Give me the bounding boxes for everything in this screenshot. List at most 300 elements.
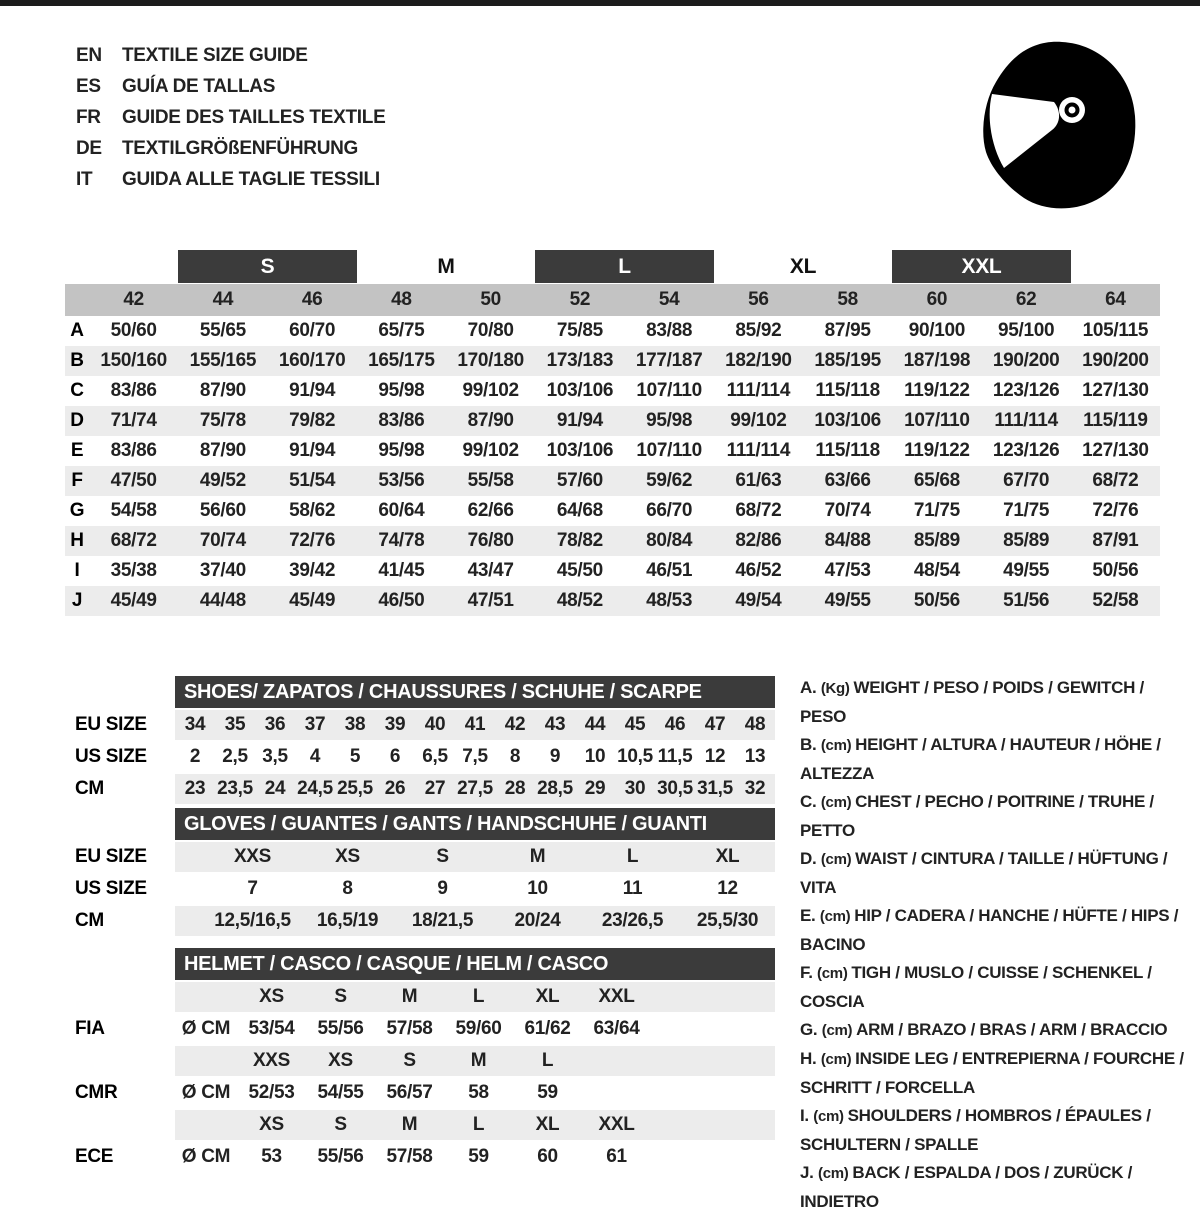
measure-value: 65/75: [378, 320, 425, 341]
row-letter: F: [71, 470, 83, 491]
cell-value: 2: [189, 746, 201, 767]
legend-item: [800, 1102, 1192, 1159]
measure-value: 95/98: [646, 410, 693, 431]
row-label: EU SIZE: [75, 714, 147, 735]
gloves-size-table: [75, 808, 775, 938]
cell-value: 12: [717, 878, 738, 899]
measure-value: 107/110: [636, 440, 702, 461]
cells-row: [175, 906, 775, 936]
measure-value: 63/66: [824, 470, 871, 491]
measure-value: 95/98: [378, 440, 425, 461]
cell-value: XXS: [233, 846, 272, 867]
helmet-size: XL: [535, 986, 560, 1007]
row-label: FIA: [75, 1018, 105, 1039]
measure-value: 79/82: [289, 410, 336, 431]
row-label-blank: [75, 1110, 175, 1140]
measure-value: 50/56: [913, 590, 960, 611]
measure-value: 51/54: [289, 470, 336, 491]
size-number: 54: [658, 289, 680, 310]
measure-row-a: [65, 316, 1160, 346]
measure-value: 68/72: [735, 500, 782, 521]
legend-unit: (cm): [821, 1022, 857, 1039]
measure-value: 127/130: [1082, 440, 1149, 461]
measure-value: 45/49: [110, 590, 157, 611]
legend-key: C.: [800, 792, 821, 811]
helmet-value: 55/56: [317, 1018, 364, 1039]
measure-value: 119/122: [904, 440, 970, 461]
size-group-xxl: XXL: [892, 250, 1071, 283]
cell-value: 6: [389, 746, 401, 767]
legend-key: J.: [800, 1163, 819, 1182]
measure-value: 177/187: [635, 350, 703, 371]
measure-value: 187/198: [903, 350, 971, 371]
measure-value: 72/76: [1092, 500, 1139, 521]
measure-value: 37/40: [199, 560, 246, 581]
table-title-bar: GLOVES / GUANTES / GANTS / HANDSCHUHE / GUANTI: [175, 808, 775, 840]
helmet-size: L: [472, 986, 485, 1007]
legend-key: H.: [800, 1049, 821, 1068]
measure-value: 87/91: [1092, 530, 1139, 551]
unit-label: Ø CM: [181, 1082, 231, 1103]
unit-cell-blank: [175, 982, 237, 1012]
legend-item: [800, 788, 1192, 845]
cell-value: 29: [584, 778, 606, 799]
cell-value: 28,5: [537, 778, 573, 799]
legend-item: [800, 674, 1192, 731]
measure-value: 185/195: [814, 350, 881, 371]
helmet-values-row-ece: [75, 1142, 775, 1172]
size-row-us-size: [75, 874, 775, 904]
helmet-size: M: [401, 986, 418, 1007]
helmet-value: 61/62: [524, 1018, 571, 1039]
language-row: [76, 40, 385, 71]
measure-value: 80/84: [646, 530, 693, 551]
measure-row-j: [65, 586, 1160, 616]
measure-value: 46/52: [735, 560, 782, 581]
helmet-value: 57/58: [386, 1146, 433, 1167]
measure-value: 115/118: [815, 380, 880, 401]
language-row: [76, 71, 385, 102]
measure-value: 64/68: [556, 500, 603, 521]
row-label: CM: [75, 910, 104, 931]
measure-value: 55/65: [199, 320, 246, 341]
cell-value: 3,5: [262, 746, 288, 767]
cell-value: 41: [464, 714, 486, 735]
helmet-size: XS: [328, 1050, 353, 1071]
measure-value: 99/102: [462, 440, 519, 461]
helmet-size: XXL: [598, 1114, 635, 1135]
measure-value: 61/63: [735, 470, 782, 491]
measure-value: 71/75: [1003, 500, 1050, 521]
cell-value: 30: [624, 778, 646, 799]
row-label: US SIZE: [75, 746, 147, 767]
size-number: 44: [212, 289, 234, 310]
table-title-bar: HELMET / CASCO / CASQUE / HELM / CASCO: [175, 948, 775, 980]
measure-value: 84/88: [824, 530, 871, 551]
language-code: IT: [76, 168, 93, 190]
measure-value: 91/94: [556, 410, 603, 431]
legend-unit: (cm): [817, 965, 852, 982]
measure-value: 53/56: [378, 470, 425, 491]
language-row: [76, 102, 385, 133]
size-row-cm: [75, 906, 775, 936]
cell-value: 48: [744, 714, 766, 735]
size-group-m: M: [437, 254, 455, 278]
cell-value: 13: [744, 746, 766, 767]
legend-text: HIP / CADERA / HANCHE / HÜFTE / HIPS / BACINO: [800, 906, 1179, 954]
cell-value: 43: [544, 714, 566, 735]
cell-value: 46: [664, 714, 686, 735]
measure-row-c: [65, 376, 1160, 406]
measure-value: 150/160: [100, 350, 167, 371]
helmet-size: M: [401, 1114, 418, 1135]
cell-value: 8: [509, 746, 521, 767]
cell-value: 34: [184, 714, 206, 735]
measure-value: 47/51: [467, 590, 514, 611]
measure-row-g: [65, 496, 1160, 526]
measure-value: 91/94: [289, 380, 336, 401]
helmet-size: XS: [259, 1114, 284, 1135]
legend-text: BACK / ESPALDA / DOS / ZURÜCK / INDIETRO: [800, 1163, 1133, 1211]
row-letter: I: [74, 560, 80, 581]
row-label-blank: [75, 676, 175, 708]
measure-value: 50/56: [1092, 560, 1139, 581]
language-row: [76, 164, 385, 195]
helmet-size: S: [334, 1114, 347, 1135]
measure-value: 49/52: [199, 470, 246, 491]
legend-text: WEIGHT / PESO / POIDS / GEWITCH / PESO: [800, 678, 1144, 726]
row-label: CM: [75, 778, 104, 799]
legend-unit: (cm): [820, 1051, 856, 1068]
measure-value: 155/165: [189, 350, 257, 371]
cell-value: 32: [744, 778, 766, 799]
guide-title: GUÍA DE TALLAS: [122, 75, 276, 97]
guide-title: GUIDE DES TAILLES TEXTILE: [122, 106, 386, 128]
measure-value: 56/60: [199, 500, 246, 521]
helmet-sizes-row-ece: [75, 1110, 775, 1140]
measure-value: 51/56: [1003, 590, 1050, 611]
measure-value: 39/42: [289, 560, 336, 581]
measure-value: 72/76: [289, 530, 336, 551]
measure-value: 182/190: [725, 350, 792, 371]
helmet-value: 61: [606, 1146, 627, 1167]
measure-row-e: [65, 436, 1160, 466]
helmet-value: 52/53: [248, 1082, 295, 1103]
guide-title: GUIDA ALLE TAGLIE TESSILI: [122, 168, 380, 190]
cells-row: [175, 1046, 775, 1076]
cell-value: 31,5: [697, 778, 733, 799]
measure-row-i: [65, 556, 1160, 586]
measure-value: 115/119: [1083, 410, 1148, 431]
helmet-value: 58: [468, 1082, 489, 1103]
helmet-size: XXL: [598, 986, 635, 1007]
helmet-value: 54/55: [317, 1082, 364, 1103]
cells-row: [175, 742, 775, 772]
measure-value: 46/50: [378, 590, 425, 611]
legend-key: A.: [800, 678, 821, 697]
measurement-legend: [800, 674, 1192, 1216]
legend-text: SHOULDERS / HOMBROS / ÉPAULES / SCHULTERN / SPALLE: [800, 1106, 1151, 1154]
language-code: FR: [76, 106, 101, 128]
measure-value: 60/64: [378, 500, 425, 521]
legend-item: [800, 1016, 1192, 1045]
size-row-eu-size: [75, 710, 775, 740]
legend-text: INSIDE LEG / ENTREPIERNA / FOURCHE / SCHRITT / FORCELLA: [800, 1049, 1184, 1097]
row-label: EU SIZE: [75, 846, 147, 867]
language-row: [76, 133, 385, 164]
legend-key: E.: [800, 906, 820, 925]
legend-item: [800, 1159, 1192, 1216]
measure-value: 48/54: [913, 560, 960, 581]
row-letter: B: [70, 350, 84, 371]
measure-value: 41/45: [378, 560, 425, 581]
measure-value: 115/118: [815, 440, 880, 461]
cell-value: 20/24: [514, 910, 561, 931]
measure-value: 46/51: [646, 560, 693, 581]
measure-value: 70/74: [824, 500, 871, 521]
legend-unit: (cm): [819, 908, 855, 925]
helmet-size: S: [334, 986, 347, 1007]
cells-row: [175, 710, 775, 740]
main-table-rows: [65, 316, 1160, 616]
cell-value: 8: [342, 878, 353, 899]
measure-value: 50/60: [110, 320, 157, 341]
cell-value: 26: [384, 778, 406, 799]
row-letter: G: [69, 500, 85, 521]
row-label-blank: [75, 1046, 175, 1076]
textile-size-table: [65, 250, 1160, 616]
cells-row: [175, 1078, 775, 1108]
table-title-row: [75, 676, 775, 708]
measure-value: 71/74: [110, 410, 157, 431]
cell-value: 10: [527, 878, 548, 899]
measure-value: 52/58: [1092, 590, 1139, 611]
measure-value: 160/170: [278, 350, 346, 371]
cell-value: 38: [344, 714, 366, 735]
measure-value: 75/78: [199, 410, 246, 431]
size-group-row: [65, 250, 1160, 283]
row-label-blank: [75, 982, 175, 1012]
helmet-value: 53: [261, 1146, 282, 1167]
measure-value: 60/70: [289, 320, 336, 341]
measure-value: 65/68: [913, 470, 960, 491]
cell-value: 30,5: [657, 778, 693, 799]
legend-key: F.: [800, 963, 818, 982]
helmet-size-table: [75, 948, 775, 1174]
cell-value: 28: [504, 778, 526, 799]
measure-value: 87/90: [467, 410, 514, 431]
cell-value: XS: [335, 846, 360, 867]
measure-value: 76/80: [467, 530, 514, 551]
size-number: 42: [123, 289, 144, 310]
cell-value: 44: [584, 714, 606, 735]
measure-value: 91/94: [289, 440, 336, 461]
helmet-size: XS: [259, 986, 284, 1007]
cell-value: 23: [184, 778, 206, 799]
size-row-us-size: [75, 742, 775, 772]
measure-value: 71/75: [913, 500, 960, 521]
size-number: 62: [1015, 289, 1037, 310]
unit-cell-blank: [175, 1110, 237, 1140]
measure-value: 47/53: [824, 560, 871, 581]
measure-value: 105/115: [1082, 320, 1149, 341]
measure-value: 87/90: [199, 380, 246, 401]
measure-value: 83/86: [110, 440, 157, 461]
cell-value: 45: [624, 714, 646, 735]
legend-text: ARM / BRAZO / BRAS / ARM / BRACCIO: [856, 1020, 1168, 1039]
legend-unit: (cm): [820, 794, 856, 811]
row-label-blank: [75, 808, 175, 840]
measure-value: 123/126: [992, 440, 1060, 461]
legend-item: [800, 845, 1192, 902]
cells-row: [175, 1110, 775, 1140]
table-title-row: [75, 948, 775, 980]
legend-text: HEIGHT / ALTURA / HAUTEUR / HÖHE / ALTEZZA: [800, 735, 1161, 783]
legend-key: I.: [800, 1106, 814, 1125]
measure-value: 74/78: [378, 530, 425, 551]
size-group-xl: XL: [789, 254, 817, 278]
measure-value: 107/110: [636, 380, 702, 401]
cell-value: 40: [424, 714, 446, 735]
cell-value: 16,5/19: [316, 910, 379, 931]
helmet-size: S: [403, 1050, 416, 1071]
measure-value: 55/58: [467, 470, 514, 491]
cells-row: [175, 1014, 775, 1044]
helmet-size: XXS: [252, 1050, 291, 1071]
helmet-value: 60: [537, 1146, 558, 1167]
measure-value: 107/110: [904, 410, 970, 431]
measure-value: 123/126: [992, 380, 1060, 401]
legend-key: D.: [800, 849, 821, 868]
cell-value: 7,5: [462, 746, 488, 767]
size-row-eu-size: [75, 842, 775, 872]
size-number: 48: [391, 289, 412, 310]
legend-item: [800, 902, 1192, 959]
measure-value: 45/49: [289, 590, 336, 611]
cell-value: 42: [504, 714, 526, 735]
cell-value: 12,5/16,5: [214, 910, 291, 931]
cell-value: 12: [704, 746, 726, 767]
measure-value: 66/70: [646, 500, 693, 521]
measure-value: 119/122: [904, 380, 970, 401]
row-letter: H: [70, 530, 84, 551]
corner-cell: [65, 284, 89, 316]
measure-value: 43/47: [467, 560, 514, 581]
helmet-value: 56/57: [386, 1082, 433, 1103]
measure-value: 35/38: [110, 560, 157, 581]
measure-value: 83/88: [646, 320, 693, 341]
measure-value: 90/100: [908, 320, 966, 341]
cell-value: S: [436, 846, 449, 867]
measure-value: 49/55: [1003, 560, 1050, 581]
measure-value: 70/74: [199, 530, 246, 551]
helmet-sizes-row-fia: [75, 982, 775, 1012]
cell-value: 25,5/30: [696, 910, 759, 931]
legend-item: [800, 731, 1192, 788]
row-label: US SIZE: [75, 878, 147, 899]
cell-value: 24: [264, 778, 286, 799]
cell-value: 18/21,5: [411, 910, 474, 931]
row-letter: E: [70, 440, 84, 461]
measure-row-h: [65, 526, 1160, 556]
measure-value: 54/58: [110, 500, 157, 521]
size-number: 46: [301, 289, 323, 310]
racing-helmet-icon: [982, 40, 1138, 212]
legend-unit: (Kg): [820, 680, 854, 697]
cells-row: [175, 874, 775, 904]
cell-value: 23,5: [217, 778, 253, 799]
measure-value: 95/98: [378, 380, 425, 401]
cell-value: 47: [704, 714, 726, 735]
row-letter: J: [71, 590, 83, 611]
size-number: 50: [480, 289, 501, 310]
measure-value: 48/53: [646, 590, 693, 611]
size-number: 52: [569, 289, 591, 310]
measure-value: 111/114: [994, 410, 1058, 431]
measure-value: 190/200: [1082, 350, 1149, 371]
size-number-row: [65, 284, 1160, 316]
language-title-list: [76, 40, 385, 195]
measure-row-f: [65, 466, 1160, 496]
measure-value: 67/70: [1003, 470, 1050, 491]
measure-value: 57/60: [556, 470, 603, 491]
legend-key: G.: [800, 1020, 822, 1039]
measure-value: 83/86: [378, 410, 425, 431]
helmet-value: 59: [468, 1146, 489, 1167]
cell-value: 2,5: [222, 746, 248, 767]
language-code: DE: [76, 137, 102, 159]
cell-value: 24,5: [297, 778, 333, 799]
measure-value: 170/180: [457, 350, 524, 371]
row-label: ECE: [75, 1146, 114, 1167]
cell-value: 10,5: [617, 746, 653, 767]
helmet-values-row-cmr: [75, 1078, 775, 1108]
measure-value: 111/114: [726, 380, 791, 401]
language-code: ES: [76, 75, 101, 97]
cell-value: 27: [424, 778, 446, 799]
cell-value: M: [529, 846, 546, 867]
row-letter: C: [70, 380, 84, 401]
helmet-value: 59/60: [455, 1018, 502, 1039]
measure-value: 49/54: [735, 590, 782, 611]
cell-value: 35: [224, 714, 246, 735]
measure-row-b: [65, 346, 1160, 376]
row-letter: D: [70, 410, 84, 431]
size-number: 60: [926, 289, 948, 310]
measure-value: 95/100: [997, 320, 1055, 341]
size-number: 64: [1105, 289, 1126, 310]
measure-value: 103/106: [814, 410, 881, 431]
row-letter: A: [70, 320, 84, 341]
legend-unit: (cm): [820, 737, 856, 754]
measure-value: 99/102: [462, 380, 519, 401]
measure-value: 173/183: [546, 350, 614, 371]
measure-value: 82/86: [735, 530, 782, 551]
legend-text: CHEST / PECHO / POITRINE / TRUHE / PETTO: [800, 792, 1154, 840]
legend-text: WAIST / CINTURA / TAILLE / HÜFTUNG / VITA: [800, 849, 1168, 897]
table-title-bar: SHOES/ ZAPATOS / CHAUSSURES / SCHUHE / SCARPE: [175, 676, 775, 708]
cell-value: 39: [384, 714, 406, 735]
shoes-size-table: [75, 676, 775, 806]
measure-value: 87/95: [824, 320, 871, 341]
size-number: 56: [748, 289, 769, 310]
helmet-size: XL: [535, 1114, 560, 1135]
measure-value: 62/66: [467, 500, 514, 521]
measure-value: 48/52: [556, 590, 603, 611]
legend-item: [800, 959, 1192, 1016]
measure-value: 59/62: [646, 470, 693, 491]
legend-item: [800, 1045, 1192, 1102]
